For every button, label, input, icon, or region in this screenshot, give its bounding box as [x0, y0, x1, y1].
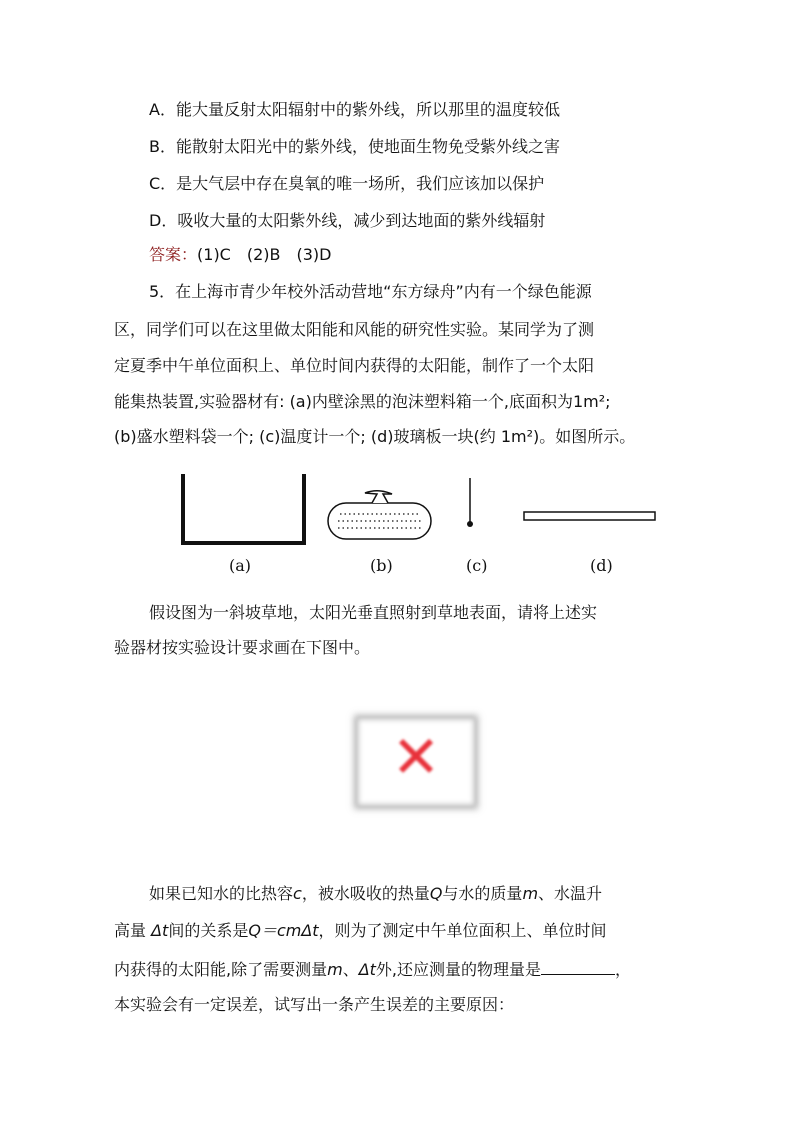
answer-blank[interactable]: [541, 958, 615, 975]
thermometer-shape: [467, 478, 473, 527]
var-q: Q: [429, 884, 443, 903]
figure-label-c: (c): [466, 556, 488, 575]
paragraph-3-line-1: [149, 884, 719, 904]
var-delta-t: Δt: [358, 960, 376, 979]
var-c: c: [293, 884, 302, 903]
option-a: A．能大量反射太阳辐射中的紫外线，所以那里的温度较低: [149, 100, 560, 119]
question-5-line-1: 5．在上海市青少年校外活动营地“东方绿舟”内有一个绿色能源: [149, 282, 592, 301]
question-5-line-4: 能集热装置,实验器材有: (a)内壁涂黑的泡沫塑料箱一个,底面积为1m²;: [114, 392, 611, 411]
question-5-line-2: 区，同学们可以在这里做太阳能和风能的研究性实验。某同学为了测: [114, 320, 595, 339]
text-segment: ，: [615, 960, 632, 979]
water-bag-shape: [328, 491, 431, 539]
paragraph-3-line-4: 本实验会有一定误差，试写出一条产生误差的主要原因：: [114, 995, 515, 1014]
text-segment: 与水的质量: [442, 884, 523, 903]
text-segment: 内获得的太阳能,除了需要测量: [114, 960, 328, 979]
text-segment: ，则为了测定中午单位面积上、单位时间: [318, 921, 607, 940]
figure-label-d: (d): [590, 556, 613, 575]
var-m: m: [327, 960, 343, 979]
answer-text: (1)C (2)B (3)D: [197, 245, 332, 264]
text-segment: 间的关系是: [168, 921, 249, 940]
foam-box-shape: [183, 474, 304, 543]
question-5-line-5: (b)盛水塑料袋一个; (c)温度计一个; (d)玻璃板一块(约 1m²)。如图所示。: [114, 427, 636, 446]
text-segment: 外,还应测量的物理量是: [375, 960, 542, 979]
figure-label-a: (a): [229, 556, 252, 575]
text-segment: 、水温升: [538, 884, 603, 903]
option-b: B．能散射太阳光中的紫外线，使地面生物免受紫外线之害: [149, 137, 560, 156]
option-c: C．是大气层中存在臭氧的唯一场所，我们应该加以保护: [149, 174, 545, 193]
paragraph-3-line-3: [114, 958, 684, 980]
option-d: D．吸收大量的太阳紫外线，减少到达地面的紫外线辐射: [149, 211, 546, 230]
glass-plate-shape: [524, 512, 655, 520]
answer-label: 答案：: [149, 245, 198, 264]
text-segment: 高量: [114, 921, 147, 940]
text-segment: 、: [342, 960, 359, 979]
broken-image-icon: ✕: [391, 723, 441, 791]
paragraph-2-line-1: 假设图为一斜坡草地，太阳光垂直照射到草地表面，请将上述实: [149, 603, 598, 622]
paragraph-2-line-2: 验器材按实验设计要求画在下图中。: [114, 638, 371, 657]
formula: Q＝cmΔt: [248, 921, 319, 940]
text-segment: ，被水吸收的热量: [301, 884, 430, 903]
question-5-line-3: 定夏季中午单位面积上、单位时间内获得的太阳能，制作了一个太阳: [114, 356, 595, 375]
figure-label-b: (b): [370, 556, 393, 575]
var-delta-t: Δt: [151, 921, 169, 940]
paragraph-3-line-2: [114, 921, 684, 941]
text-segment: 如果已知水的比热容: [149, 884, 294, 903]
var-m: m: [522, 884, 539, 903]
broken-image-placeholder: [357, 718, 475, 806]
